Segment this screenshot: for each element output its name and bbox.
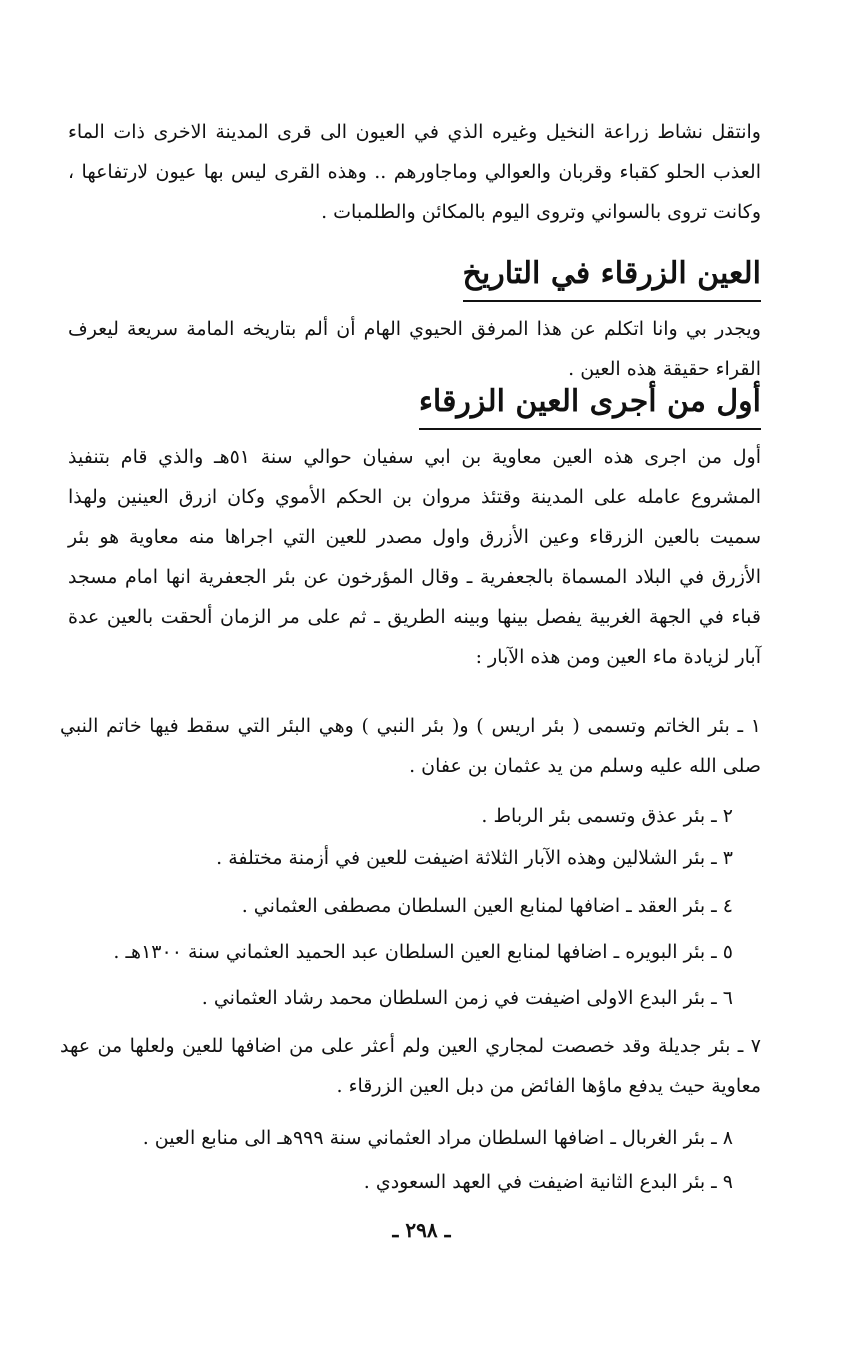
well-item-6: ٦ ـ بئر البدع الاولى اضيفت في زمن السلطان محمد رشاد العثماني .	[201, 987, 733, 1009]
well-item-4: ٤ ـ بئر العقد ـ اضافها لمنابع العين السلطان مصطفى العثماني .	[241, 895, 733, 917]
first-builder-paragraph: أول من اجرى هذه العين معاوية بن ابي سفيان حوالي سنة ٥١هـ والذي قام بتنفيذ المشروع عامله على المدينة وقتئذ مروان بن الحكم الأموي وكان ازرق العينين ولهذا سميت بالعين الزرقاء وعين الأزرق واول مصدر للعين التي اجراها منه معاوية هو بئر الأزرق في البلاد المسماة بالجعفرية ـ وقال المؤرخون عن بئر الجعفرية انها امام مسجد قباء في الجهة الغربية يفصل بينها وبينه الطريق ـ ثم على مر الزمان ألحقت بالعين عدة آبار لزيادة ماء العين ومن هذه الآبار :	[68, 446, 761, 668]
intro-paragraph-block	[68, 112, 761, 232]
well-item-8: ٨ ـ بئر الغربال ـ اضافها السلطان مراد العثماني سنة ٩٩٩هـ الى منابع العين .	[142, 1127, 733, 1149]
well-item-3: ٣ ـ بئر الشلالين وهذه الآبار الثلاثة اضيفت للعين في أزمنة مختلفة .	[216, 847, 733, 869]
well-item-9: ٩ ـ بئر البدع الثانية اضيفت في العهد السعودي .	[363, 1171, 733, 1193]
history-paragraph-block	[68, 309, 761, 389]
well-item-1: ١ ـ بئر الخاتم وتسمى ( بئر اريس ) و( بئر النبي ) وهي البئر التي سقط فيها خاتم النبي صلى الله عليه وسلم من يد عثمان بن عفان .	[60, 715, 761, 777]
well-item-2: ٢ ـ بئر عذق وتسمى بئر الرباط .	[481, 805, 733, 827]
section-heading-history: العين الزرقاء في التاريخ	[463, 252, 762, 302]
section-heading-first-builder: أول من أجرى العين الزرقاء	[419, 380, 761, 430]
well-item-7: ٧ ـ بئر جديلة وقد خصصت لمجاري العين ولم أعثر على من اضافها للعين ولعلها من عهد معاوية حيث يدفع ماؤها الفائض من دبل العين الزرقاء .	[60, 1035, 761, 1097]
well-item-5: ٥ ـ بئر البويره ـ اضافها لمنابع العين السلطان عبد الحميد العثماني سنة ١٣٠٠هـ .	[113, 941, 733, 963]
history-paragraph: ويجدر بي وانا اتكلم عن هذا المرفق الحيوي الهام أن ألم بتاريخه المامة سريعة ليعرف القراء حقيقة هذه العين .	[68, 318, 761, 380]
first-builder-paragraph-block	[68, 437, 761, 677]
page-number: ـ ٢٩٨ ـ	[392, 1218, 451, 1242]
intro-paragraph: وانتقل نشاط زراعة النخيل وغيره الذي في العيون الى قرى المدينة الاخرى ذات الماء العذب الحلو كقباء وقربان والعوالي وماجاورهم .. وهذه القرى ليس بها عيون لارتفاعها ، وكانت تروى بالسواني وتروى اليوم بالمكائن والطلمبات .	[68, 121, 761, 223]
